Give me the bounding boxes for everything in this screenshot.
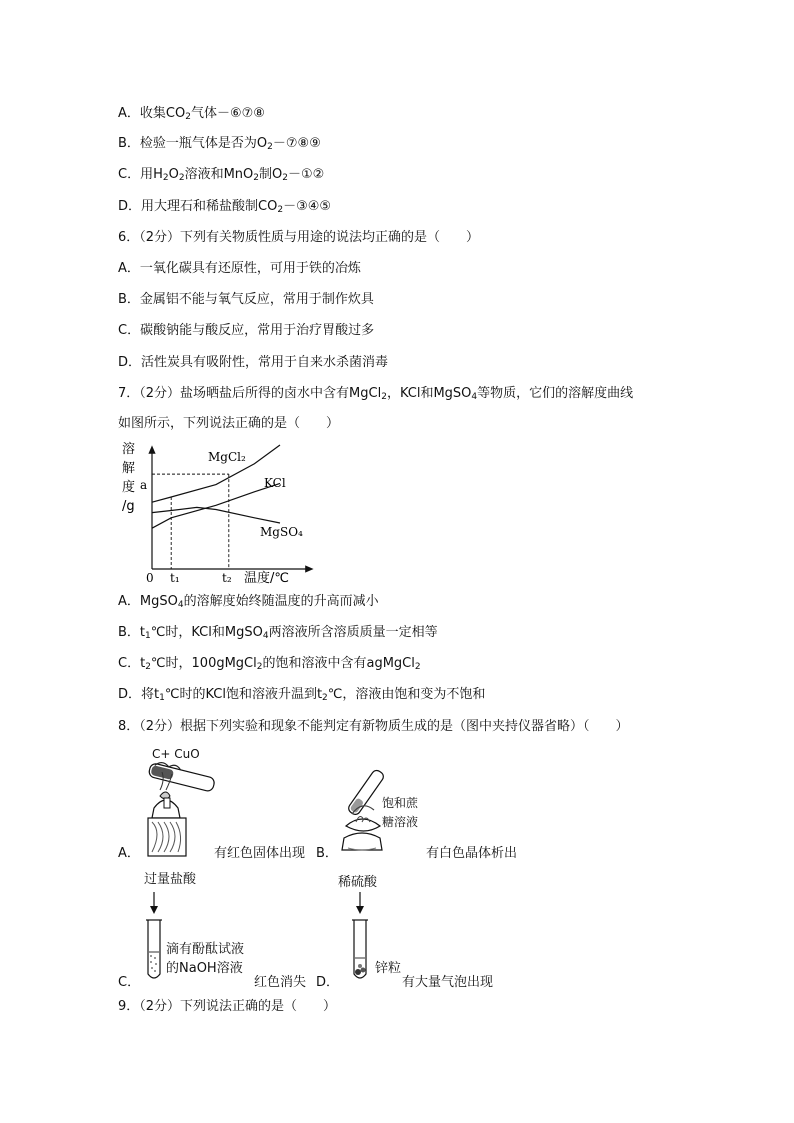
fig-c-label-line2: 的NaOH溶液 bbox=[166, 961, 243, 976]
fig-b-label-line1: 饱和蔗 bbox=[382, 796, 419, 810]
option-text: 两溶液所含溶质质量一定相等 bbox=[268, 625, 438, 640]
y-axis-label-char: 溶 bbox=[122, 442, 136, 457]
subscript: 4 bbox=[262, 631, 269, 641]
option-q7-a bbox=[118, 593, 379, 614]
option-text: B．t bbox=[118, 625, 146, 640]
option-text: 收集CO bbox=[139, 106, 186, 121]
option-q6-c: C．碳酸钠能与酸反应，常用于治疗胃酸过多 bbox=[118, 323, 375, 338]
subscript: 1 bbox=[159, 693, 165, 703]
option-q7-b bbox=[118, 624, 438, 645]
x-tick-t2: t₂ bbox=[222, 571, 232, 585]
subscript: 2 bbox=[185, 112, 191, 122]
series-line-kcl bbox=[152, 483, 280, 528]
option-q8-d-result: 有大量气泡出现 bbox=[402, 975, 494, 990]
option-text: 检验一瓶气体是否为O bbox=[139, 136, 268, 151]
option-text: ℃，溶液由饱和变为不饱和 bbox=[327, 687, 486, 702]
fig-a-apparatus bbox=[140, 760, 220, 860]
option-q5-a bbox=[118, 105, 265, 126]
subscript: 2 bbox=[277, 205, 284, 215]
option-q8-c-result: 红色消失 bbox=[254, 975, 307, 990]
option-q8-c-letter: C． bbox=[118, 975, 141, 990]
y-axis-label-char: 解 bbox=[122, 461, 136, 476]
stem-text: ，KCl和MgSO bbox=[386, 386, 472, 401]
option-text: 溶液和MnO bbox=[184, 167, 254, 182]
subscript: 2 bbox=[282, 173, 288, 183]
option-text: ℃时，KCl和MgSO bbox=[150, 625, 263, 640]
option-q7-c bbox=[118, 655, 421, 676]
subscript: 2 bbox=[414, 662, 421, 672]
question-7-stem-line2: 如图所示，下列说法正确的是（ ） bbox=[118, 416, 340, 431]
option-q5-c bbox=[118, 166, 324, 187]
subscript: 2 bbox=[145, 662, 151, 672]
option-letter: D． bbox=[118, 199, 142, 214]
subscript: 2 bbox=[381, 392, 387, 402]
series-label-mgcl2: MgCl₂ bbox=[208, 450, 246, 464]
fig-d-label: 锌粒 bbox=[375, 961, 402, 976]
fig-c-top-label: 过量盐酸 bbox=[144, 872, 197, 887]
y-axis-label-char: 度 bbox=[122, 480, 136, 495]
option-text: A．MgSO bbox=[118, 594, 178, 609]
option-q6-d: D．活性炭具有吸附性，常用于自来水杀菌消毒 bbox=[118, 355, 389, 370]
option-letter: A． bbox=[118, 106, 140, 121]
fig-a-label: C+ CuO bbox=[152, 747, 200, 761]
option-text: －③④⑤ bbox=[283, 199, 332, 214]
subscript: 4 bbox=[177, 600, 184, 610]
stem-text: 7．（2分）盐场晒盐后所得的卤水中含有MgCl bbox=[118, 386, 382, 401]
question-7-stem bbox=[118, 385, 633, 406]
stem-text: 等物质，它们的溶解度曲线 bbox=[477, 386, 634, 401]
option-q8-a-letter: A． bbox=[118, 846, 140, 861]
option-text: D．将t bbox=[118, 687, 160, 702]
subscript: 2 bbox=[178, 173, 185, 183]
option-q8-b-letter: B． bbox=[316, 846, 338, 861]
option-q8-d-letter: D． bbox=[316, 975, 340, 990]
subscript: 2 bbox=[253, 173, 259, 183]
subscript: 2 bbox=[267, 142, 273, 152]
option-q5-d bbox=[118, 198, 331, 219]
origin-label: 0 bbox=[146, 571, 154, 585]
x-axis-label: 温度/℃ bbox=[244, 571, 289, 586]
question-9-stem: 9．（2分）下列说法正确的是（ ） bbox=[118, 999, 337, 1014]
subscript: 4 bbox=[471, 392, 478, 402]
option-text: 用H bbox=[140, 167, 163, 182]
fig-d-top-label: 稀硫酸 bbox=[338, 875, 378, 890]
option-text: C．t bbox=[118, 656, 146, 671]
subscript: 2 bbox=[256, 662, 263, 672]
series-label-mgso4: MgSO₄ bbox=[260, 525, 303, 539]
option-q8-b-result: 有白色晶体析出 bbox=[426, 846, 518, 861]
subscript: 2 bbox=[322, 693, 328, 703]
option-text: 制O bbox=[259, 167, 283, 182]
y-tick-a: a bbox=[140, 478, 148, 492]
option-text: －⑦⑧⑨ bbox=[272, 136, 321, 151]
option-text: O bbox=[168, 167, 179, 182]
y-axis-label bbox=[122, 441, 135, 514]
option-q7-d bbox=[118, 686, 485, 707]
option-text: 的饱和溶液中含有agMgCl bbox=[262, 656, 415, 671]
subscript: 2 bbox=[162, 173, 169, 183]
option-letter: B． bbox=[118, 136, 140, 151]
option-text: ℃时，100gMgCl bbox=[150, 656, 257, 671]
option-text: 气体－⑥⑦⑧ bbox=[190, 106, 265, 121]
option-letter: C． bbox=[118, 167, 141, 182]
option-q5-b bbox=[118, 135, 321, 156]
option-q6-b: B．金属铝不能与氧气反应，常用于制作炊具 bbox=[118, 292, 374, 307]
option-text: 的溶解度始终随温度的升高而减小 bbox=[183, 594, 379, 609]
option-q8-a-result: 有红色固体出现 bbox=[214, 846, 306, 861]
question-8-stem: 8．（2分）根据下列实验和现象不能判定有新物质生成的是（图中夹持仪器省略）（ ） bbox=[118, 719, 629, 734]
x-tick-t1: t₁ bbox=[170, 571, 180, 585]
fig-b-label-line2: 糖溶液 bbox=[382, 815, 419, 829]
solubility-chart bbox=[118, 437, 318, 589]
fig-b-apparatus bbox=[332, 768, 402, 856]
subscript: 1 bbox=[145, 631, 151, 641]
y-axis-label-char: /g bbox=[122, 499, 135, 514]
option-text: 用大理石和稀盐酸制CO bbox=[141, 199, 278, 214]
option-text: ℃时的KCl饱和溶液升温到t bbox=[164, 687, 323, 702]
option-q6-a: A．一氧化碳具有还原性，可用于铁的冶炼 bbox=[118, 261, 361, 276]
option-text: －①② bbox=[287, 167, 325, 182]
fig-c-label-line1: 滴有酚酞试液 bbox=[166, 942, 245, 957]
series-label-kcl: KCl bbox=[264, 476, 286, 490]
question-6-stem: 6．（2分）下列有关物质性质与用途的说法均正确的是（ ） bbox=[118, 230, 480, 245]
